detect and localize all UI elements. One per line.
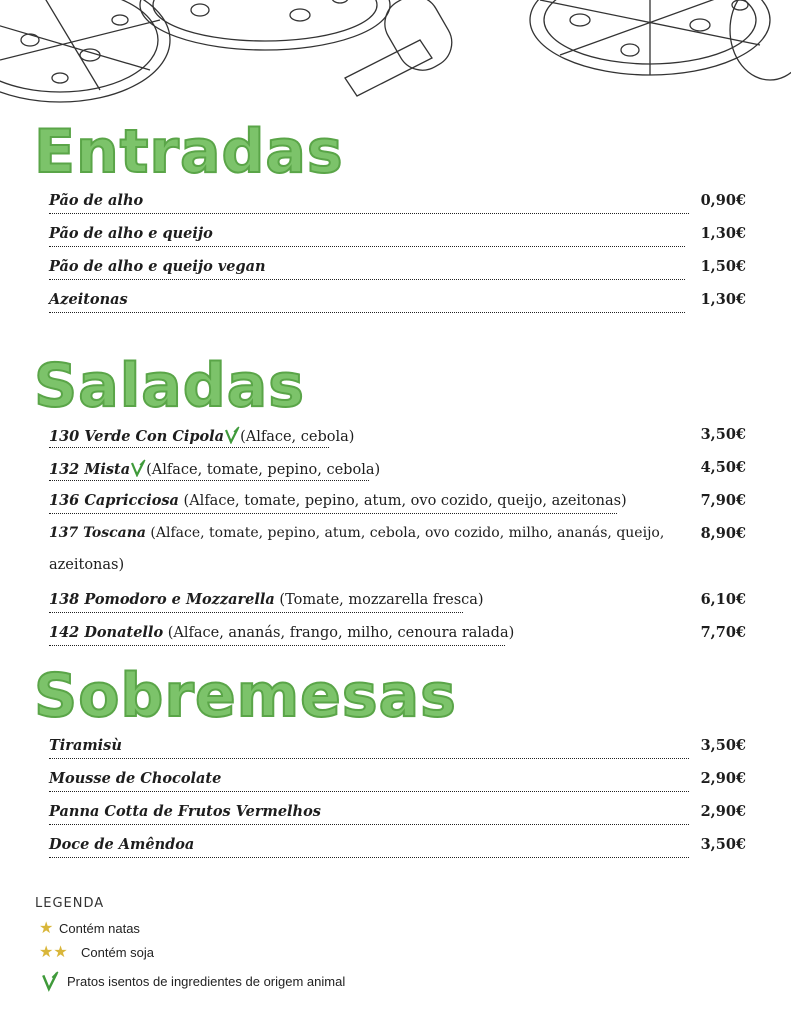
item-price: 3,50€ [700, 737, 746, 754]
menu-item [49, 801, 746, 825]
menu-item [49, 523, 746, 547]
dotted-leader [49, 791, 689, 792]
menu-item [49, 768, 746, 792]
dotted-leader [49, 513, 617, 514]
item-name: Doce de Amêndoa [49, 836, 195, 853]
item-price: 3,50€ [700, 836, 746, 853]
dotted-leader [49, 480, 369, 481]
vegan-leaf-icon [130, 459, 146, 477]
item-price: 1,50€ [700, 258, 746, 275]
dotted-leader [49, 824, 689, 825]
dotted-leader [49, 857, 689, 858]
legend-item-text: Contém soja [81, 945, 154, 960]
item-price: 4,50€ [700, 459, 746, 476]
item-description: (Alface, tomate, pepino, atum, ovo cozido, queijo, azeitonas) [178, 493, 627, 509]
legend-item-text: Pratos isentos de ingredientes de origem animal [67, 974, 346, 989]
dotted-leader [49, 447, 329, 448]
legend-title: LEGENDA [35, 896, 105, 911]
item-name: Azeitonas [49, 291, 128, 308]
item-name: Mousse de Chocolate [49, 770, 222, 787]
menu-item [49, 424, 746, 448]
menu-item [49, 490, 746, 514]
dotted-leader [49, 612, 463, 613]
menu-item [49, 457, 746, 481]
menu-item [49, 834, 746, 858]
item-name: 142 Donatello [49, 624, 164, 641]
section-title-saladas: Saladas [34, 351, 305, 421]
one-star-icon: ★ [39, 918, 54, 937]
item-name: Pão de alho e queijo vegan [49, 258, 266, 275]
menu-item [49, 256, 746, 280]
menu-item [49, 589, 746, 613]
item-name: 137 Toscana [49, 525, 146, 541]
item-name: Panna Cotta de Frutos Vermelhos [49, 803, 321, 820]
item-description: (Tomate, mozzarella fresca) [274, 592, 484, 608]
vegan-leaf-icon [224, 426, 240, 444]
item-price: 7,70€ [700, 624, 746, 641]
menu-item [49, 190, 746, 214]
menu-item [49, 223, 746, 247]
menu-item [49, 289, 746, 313]
dotted-leader [49, 758, 689, 759]
item-price: 3,50€ [700, 426, 746, 443]
item-description-continuation: azeitonas) [49, 557, 125, 573]
item-name: Tiramisù [49, 737, 122, 754]
item-price: 7,90€ [700, 492, 746, 509]
item-price: 1,30€ [700, 291, 746, 308]
dotted-leader [49, 645, 505, 646]
item-name: 132 Mista [49, 461, 131, 478]
item-description: (Alface, cebola) [240, 429, 355, 445]
dotted-leader [49, 312, 685, 313]
item-name: Pão de alho e queijo [49, 225, 213, 242]
pizza-illustration [0, 0, 791, 110]
item-name: 130 Verde Con Cipola [49, 428, 225, 445]
vegan-leaf-icon [41, 970, 59, 992]
section-title-sobremesas: Sobremesas [34, 661, 457, 731]
item-description: (Alface, tomate, pepino, atum, cebola, ovo cozido, milho, ananás, queijo, [145, 525, 665, 541]
dotted-leader [49, 279, 685, 280]
item-price: 2,90€ [700, 770, 746, 787]
item-price: 2,90€ [700, 803, 746, 820]
item-description: (Alface, tomate, pepino, cebola) [146, 462, 381, 478]
menu-item [49, 622, 746, 646]
item-name: 136 Capricciosa [49, 492, 179, 509]
section-title-entradas: Entradas [34, 117, 344, 187]
item-name: Pão de alho [49, 192, 144, 209]
item-price: 0,90€ [700, 192, 746, 209]
dotted-leader [49, 213, 689, 214]
item-price: 1,30€ [700, 225, 746, 242]
menu-item [49, 735, 746, 759]
item-price: 8,90€ [700, 525, 746, 542]
two-stars-icon: ★★ [39, 942, 68, 961]
item-price: 6,10€ [700, 591, 746, 608]
legend-item-text: Contém natas [59, 921, 140, 936]
item-name: 138 Pomodoro e Mozzarella [49, 591, 275, 608]
item-description: (Alface, ananás, frango, milho, cenoura ralada) [163, 625, 515, 641]
dotted-leader [49, 246, 685, 247]
